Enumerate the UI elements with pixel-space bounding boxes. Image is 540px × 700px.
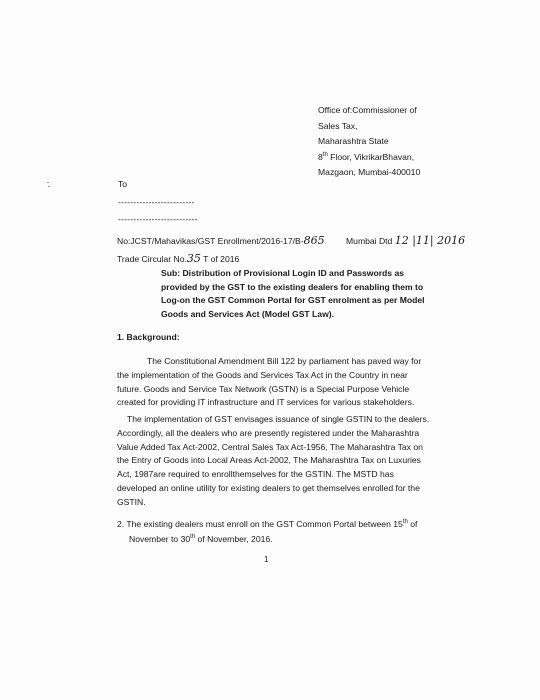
paragraph-line: future. Goods and Service Tax Network (GSTN) is a Special Purpose Vehicle: [117, 383, 410, 394]
paragraph-line: The Constitutional Amendment Bill 122 by parliament has paved way for: [147, 356, 422, 366]
reference-number: No:JCST/Mahavikas/GST Enrollment/2016-17/B-865: [117, 234, 325, 247]
handwritten-number: 865: [303, 234, 325, 247]
page-number: 1: [264, 555, 269, 564]
office-line: 8th Floor, VikrikarBhavan,: [318, 151, 415, 162]
section-heading-background: 1. Background:: [117, 332, 180, 342]
background-paragraph-2: [117, 413, 429, 510]
paragraph-line: Act, 1987are required to enrollthemselves for the GSTIN. The MSTD has: [117, 469, 394, 480]
paragraph-line: Value Added Tax Act-2002, Central Sales Tax Act-1956, The Maharashtra Tax on: [117, 441, 423, 452]
handwritten-circular: 35: [186, 252, 201, 265]
paragraph-line: the Entry of Goods into Local Areas Act-2002, The Maharashtra Tax on Luxuries: [117, 455, 421, 466]
to-label: To: [118, 179, 128, 189]
paragraph-line: GSTIN.: [117, 496, 146, 507]
background-paragraph-1: [117, 355, 421, 410]
recipient-blank: --------------------------: [118, 214, 198, 224]
paragraph-line: November to 30th of November, 2016.: [129, 534, 273, 544]
paragraph-line: 2. The existing dealers must enroll on the GST Common Portal between 15th of: [117, 519, 418, 529]
paragraph-line: The implementation of GST envisages issuance of single GSTIN to the dealers.: [127, 414, 430, 424]
office-address: [318, 103, 420, 181]
office-line: Sales Tax,: [318, 120, 358, 131]
office-line: Office of:Commissioner of: [318, 105, 417, 115]
scan-speck: [48, 186, 50, 187]
office-line: Mazgaon, Mumbai-400010: [318, 167, 421, 177]
paragraph-line: the implementation of the Goods and Services Tax Act in the Country in near: [117, 369, 408, 380]
paragraph-line: developed an online utility for existing dealers to get themselves enrolled for the: [117, 482, 420, 493]
scan-speck: [47, 182, 49, 183]
reference-date: Mumbai Dtd 12 |11| 2016: [346, 234, 466, 247]
handwritten-date: 12 |11| 2016: [394, 234, 466, 247]
paragraph-line: Accordingly, all the dealers who are presently registered under the Maharashtra: [117, 427, 420, 438]
enrollment-period-item: [117, 517, 417, 547]
trade-circular-number: Trade Circular No.35 T of 2016: [117, 252, 240, 265]
paragraph-line: created for providing IT infrastructure and IT services for various stakeholders.: [117, 397, 415, 408]
office-line: Maharashtra State: [318, 136, 389, 146]
subject-line: Sub: Distribution of Provisional Login ID and Passwords as provided by the GST to the existing dealers for enabling them to Log-on the GST Common Portal for GST enrolment as per Model Goods and Services Act (Model GST Law).: [161, 268, 425, 319]
recipient-blank: -------------------------: [118, 197, 195, 207]
